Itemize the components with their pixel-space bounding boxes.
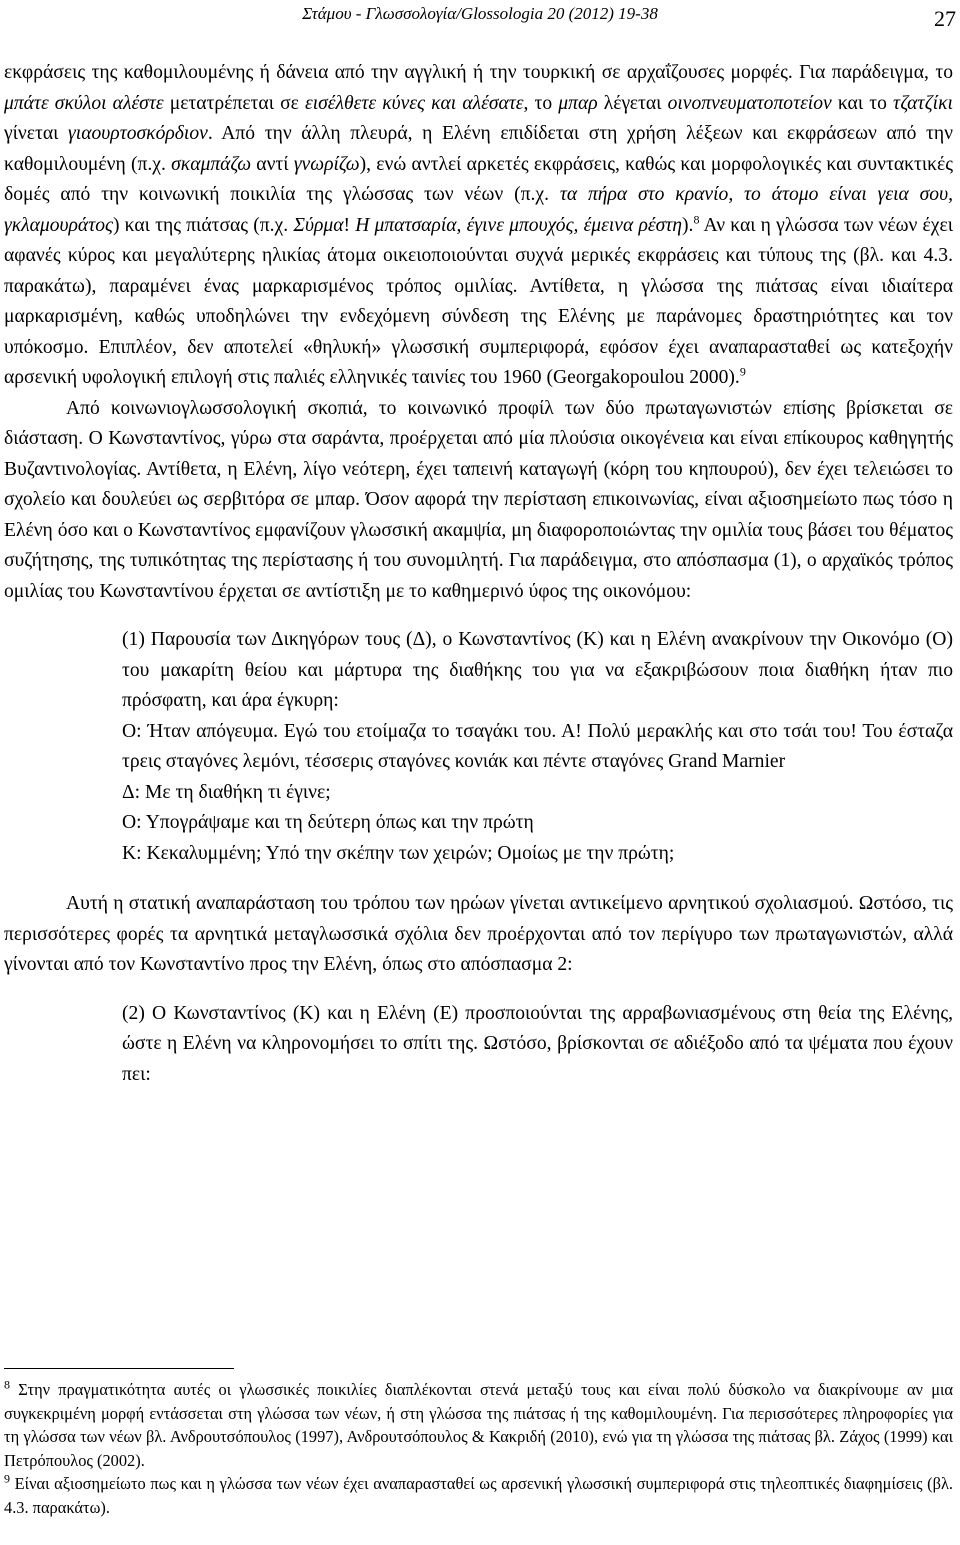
text-run: ), ενώ αντλεί αρκετές εκφράσεις, καθώς και μορφολογικές και συντακτικές δομές από την κοινωνική ποικιλία της γλώσσας των νέων (π.χ. (4, 153, 953, 205)
text-run: γίνεται (4, 123, 69, 144)
footnote-ref-9[interactable]: 9 (739, 364, 746, 379)
footnote-number-8: 8 (4, 1377, 10, 1392)
italic-term: σκαμπάζω (171, 153, 252, 175)
text-run: εκφράσεις της καθομιλουμένης ή δάνεια από την αγγλική ή την τουρκική σε αρχαΐζουσες μορφές. Για παράδειγμα, το (4, 62, 953, 83)
italic-term: γιαουρτοσκόρδιον (68, 123, 208, 144)
page-number: 27 (934, 6, 956, 31)
footnote-9 (4, 1472, 953, 1519)
italic-term: Η μπατσαρία, έγινε μπουχός, έμεινα ρέστη (355, 214, 682, 236)
text-run: ) και της πιάτσας (π.χ. (112, 214, 294, 236)
footnote-number-9: 9 (4, 1471, 10, 1486)
example-1-line: Δ: Με τη διαθήκη τι έγινε; (122, 781, 331, 803)
footnote-9-text: Είναι αξιοσημείωτο πως και η γλώσσα των νέων έχει αναπαρασταθεί ως αρσενική γλωσσική συμπεριφορά στις τηλεοπτικές διαφημίσεις (βλ. 4.3. παρακάτω). (4, 1474, 953, 1517)
paragraph-1 (4, 58, 953, 394)
italic-term: τα πήρα στο κρανίο, το άτομο είναι γεια σου, γκλαμουράτος (4, 184, 953, 236)
paragraph-3: Αυτή η στατική αναπαράσταση του τρόπου των ηρώων γίνεται αντικείμενο αρνητικού σχολιασμού. Ωστόσο, τις περισσότερες φορές τα αρνητικά μεταγλωσσικά σχόλια δεν προέρχονται από τον περίγυρο των πρωταγωνιστών, αλλά γίνονται από τον Κωνσταντίνο προς την Ελένη, όπως στο απόσπασμα 2: (4, 893, 953, 975)
text-run: αντί (251, 153, 294, 175)
running-head: Στάμου - Γλωσσολογία/Glossologia 20 (2012) 19-38 (302, 4, 658, 23)
italic-term: μπαρ (558, 92, 598, 114)
footnote-8 (4, 1378, 953, 1472)
example-1-line: Κ: Κεκαλυμμένη; Υπό την σκέπην των χειρών; Ομοίως με την πρώτη; (122, 842, 675, 864)
text-run: ! (343, 214, 356, 236)
text-run: ). (682, 214, 694, 236)
italic-term: Σύρμα (293, 214, 344, 236)
example-2 (122, 999, 953, 1091)
page-header (0, 4, 960, 34)
italic-term: εισέλθετε κύνες και αλέσατε (304, 92, 524, 114)
italic-term: γνωρίζω (293, 153, 360, 175)
italic-term: μπάτε σκύλοι αλέστε (4, 92, 164, 114)
text-run: μετατρέπεται σε (163, 92, 305, 114)
text-run: , το (523, 92, 559, 114)
paragraph-2: Από κοινωνιογλωσσολογική σκοπιά, το κοινωνικό προφίλ των δύο πρωταγωνιστών επίσης βρίσκεται σε διάσταση. Ο Κωνσταντίνος, γύρω στα σαράντα, προέρχεται από μία πλούσια οικογένεια και είναι επίκουρος καθηγητής Βυζαντινολογίας. Αντίθετα, η Ελένη, λίγο νεότερη, έχει ταπεινή καταγωγή (κόρη του κηπουρού), δεν έχει τελειώσει το σχολείο και δουλεύει ως σερβιτόρα σε μπαρ. Όσον αφορά την περίσταση επικοινωνίας, είναι αξιοσημείωτο πως τόσο η Ελένη όσο και ο Κωνσταντίνος εμφανίζουν γλωσσική ακαμψία, μη διαφοροποιώντας την ομιλία τους βάσει του θέματος συζήτησης, της τυπικότητας της περίστασης ή του συνομιλητή. Για παράδειγμα, στο απόσπασμα (1), ο αρχαϊκός τρόπος ομιλίας του Κωνσταντίνου έρχεται σε αντίστιξη με το καθημερινό ύφος της οικονόμου: (4, 397, 953, 602)
example-1-line: Ο: Υπογράψαμε και τη δεύτερη όπως και την πρώτη (122, 812, 534, 833)
example-2-heading: (2) Ο Κωνσταντίνος (Κ) και η Ελένη (Ε) προσποιούνται της αρραβωνιασμένους στη θεία της Ελένης, ώστε η Ελένη να κληρονομήσει το σπίτι της. Ωστόσο, βρίσκονται σε αδιέξοδο από τα ψέματα που έχουν πει: (122, 1002, 953, 1085)
example-1 (122, 625, 953, 869)
example-1-heading: (1) Παρουσία των Δικηγόρων τους (Δ), ο Κωνσταντίνος (Κ) και η Ελένη ανακρίνουν την Οικονόμο (Ο) του μακαρίτη θείου και μάρτυρα της διαθήκης του για να εξακριβώσουν ποια διαθήκη ήταν πιο πρόσφατη, και άρα έγκυρη: (122, 629, 953, 711)
footnote-8-text: Στην πραγματικότητα αυτές οι γλωσσικές ποικιλίες διαπλέκονται στενά μεταξύ τους και είναι πολύ δύσκολο να διακρίνουμε αν μια συγκεκριμένη μορφή εντάσσεται στη γλώσσα των νέων, ή στη γλώσσα της πιάτσας ή της καθομιλουμένη. Για περισσότερες πληροφορίες για τη γλώσσα των νέων βλ. Ανδρουτσόπουλος (1997), Ανδρουτσόπουλος & Κακριδή (2010), ενώ για τη γλώσσα της πιάτσας βλ. Ζάχος (1999) και Πετρόπουλος (2002). (4, 1380, 953, 1470)
text-run: λέγεται (597, 92, 668, 114)
text-run: Αν και η γλώσσα των νέων έχει αφανές κύρος και μεγαλύτερης ηλικίας άτομα οικειοποιούνται συχνά μερικές εκφράσεις και τύπους της (βλ. και 4.3. παρακάτω), παραμένει ένας μαρκαρισμένος τρόπος ομιλίας. Αντίθετα, η γλώσσα της πιάτσας είναι ιδιαίτερα μαρκαρισμένη, καθώς υποδηλώνει την ενδεχόμενη σύνδεση της Ελένης με παράνομες δραστηριότητες και τον υπόκοσμο. Επιπλέον, δεν αποτελεί «θηλυκή» γλωσσική συμπεριφορά, εφόσον έχει αναπαρασταθεί ως κατεξοχήν αρσενική υφολογική επιλογή στις παλιές ελληνικές ταινίες του 1960 (Georgakopoulou 2000). (4, 214, 953, 388)
text-run: και το (831, 92, 893, 114)
body-text (4, 58, 953, 1110)
footnote-divider (4, 1368, 234, 1369)
footnote-ref-8[interactable]: 8 (693, 211, 700, 226)
footnotes (4, 1378, 953, 1520)
italic-term: οινοπνευματοποτείον (667, 92, 832, 114)
text-run: . Από την άλλη πλευρά, η Ελένη επιδίδεται στη χρήση λέξεων και εκφράσεων από την καθομιλουμένη (π.χ. (4, 123, 954, 175)
italic-term: τζατζίκι (893, 92, 953, 114)
example-1-line: Ο: Ήταν απόγευμα. Εγώ του ετοίμαζα το τσαγάκι του. Α! Πολύ μερακλής και στο τσάι του! Του έσταζα τρεις σταγόνες λεμόνι, τέσσερις σταγόνες κονιάκ και πέντε σταγόνες Grand Marnier (122, 720, 953, 772)
